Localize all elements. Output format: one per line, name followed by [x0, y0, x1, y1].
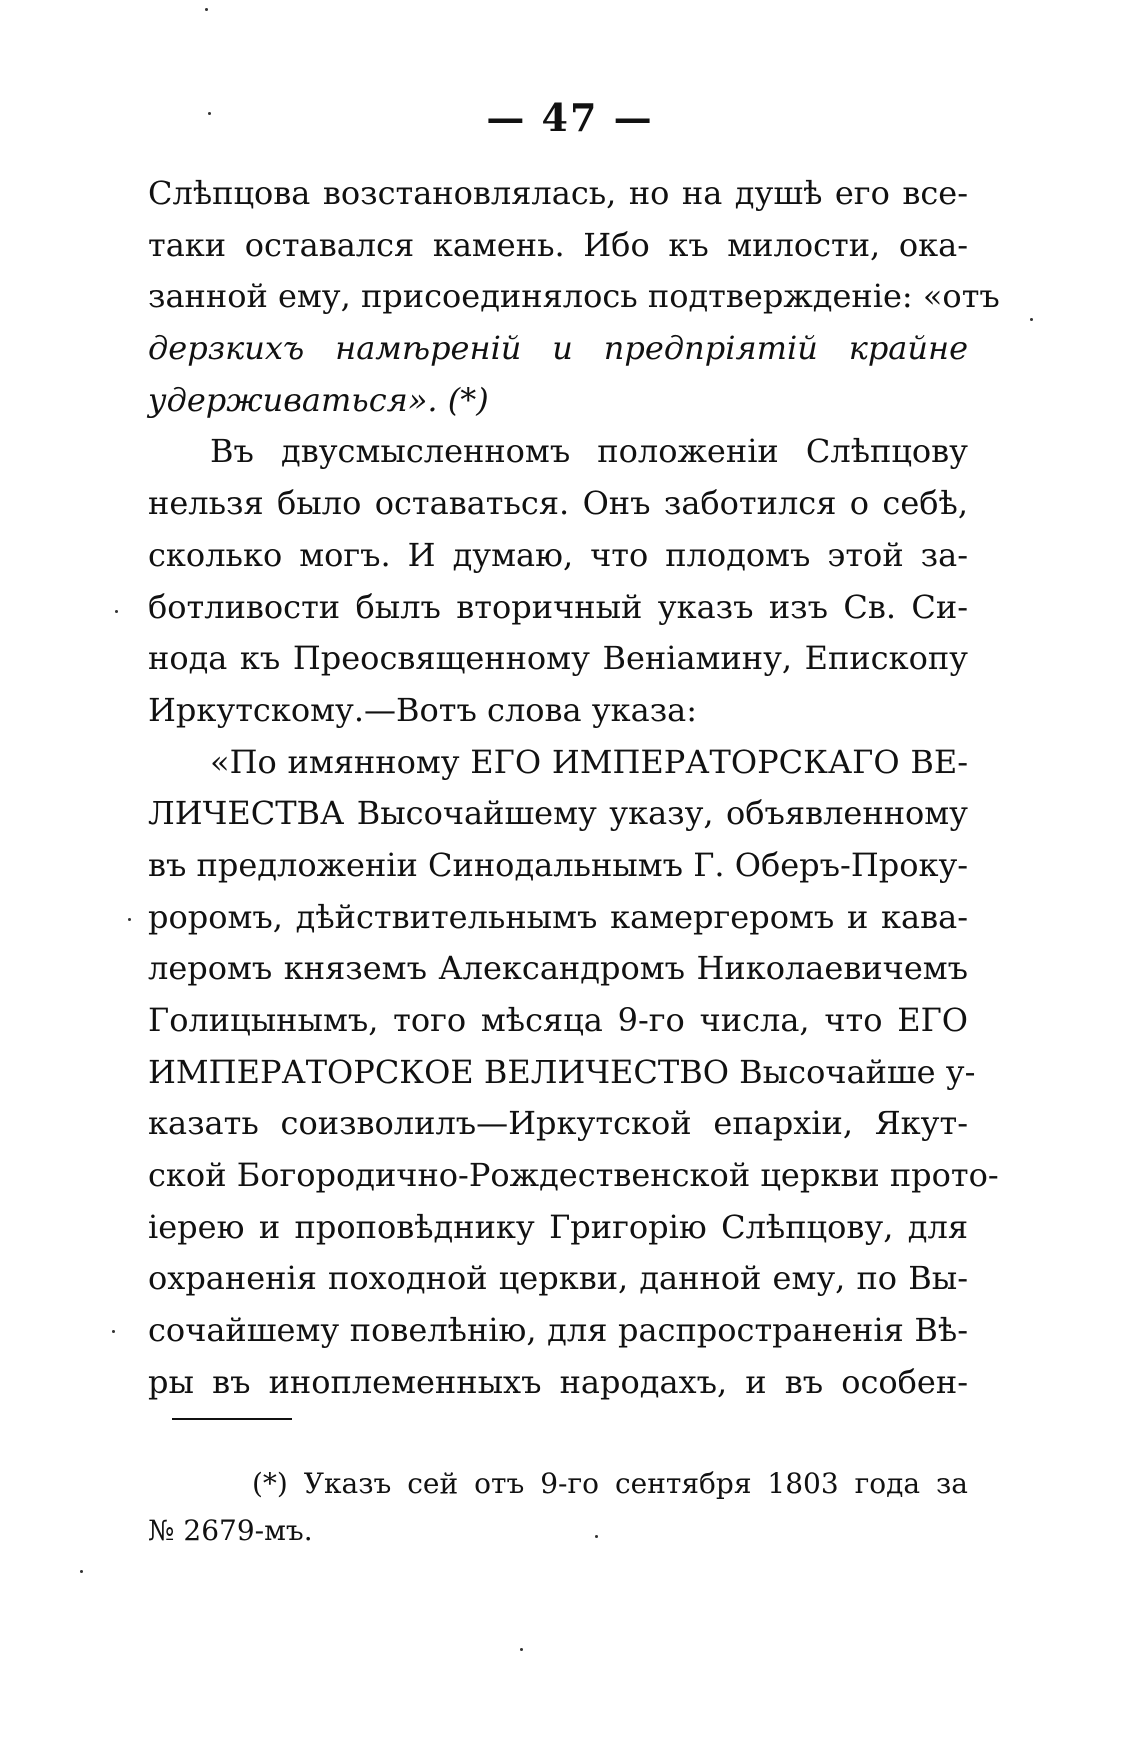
text-line: ЛИЧЕСТВА Высочайшему указу, объявленному [148, 794, 968, 833]
text-line: таки оставался камень. Ибо къ милости, ока- [148, 225, 968, 264]
text-line: Слѣпцова возстановлялась, но на душѣ его все- [148, 174, 968, 212]
scan-speck [205, 8, 208, 11]
text-line: нельзя было оставаться. Онъ заботился о себѣ, [148, 484, 968, 523]
text-line: Въ двусмысленномъ положеніи Слѣпцову [210, 432, 968, 471]
text-line: «По имянному ЕГО ИМПЕРАТОРСКАГО ВЕ- [210, 742, 968, 781]
scan-speck [115, 610, 118, 613]
scan-speck [520, 1648, 523, 1651]
text-line: занной ему, присоединялось подтвержденіе: «отъ [148, 277, 1000, 316]
page-number: — 47 — [486, 95, 654, 140]
scan-speck [208, 112, 211, 115]
text-line: ской Богородично-Рождественской церкви прото- [148, 1156, 999, 1195]
footnote-line: (*) Указъ сей отъ 9-го сентября 1803 года за [252, 1467, 968, 1500]
text-line: роромъ, дѣйствительнымъ камергеромъ и кава- [148, 897, 968, 936]
text-line-italic: удерживаться». (*) [148, 380, 489, 419]
text-line: ры въ иноплеменныхъ народахъ, и въ особен- [148, 1362, 968, 1401]
scan-speck [595, 1535, 598, 1538]
text-line: леромъ княземъ Александромъ Николаевичемъ [148, 949, 968, 988]
text-line: Иркутскому.—Вотъ слова указа: [148, 690, 698, 729]
text-line: Голицынымъ, того мѣсяца 9-го числа, что ЕГО [148, 1001, 968, 1039]
footnote-divider [172, 1418, 292, 1420]
text-line: въ предложеніи Синодальнымъ Г. Оберъ-Проку- [148, 845, 969, 884]
text-line: нода къ Преосвященному Веніамину, Епископу [148, 639, 968, 678]
scan-speck [80, 1570, 83, 1573]
footnote [148, 1460, 968, 1554]
scan-speck [128, 918, 131, 921]
scan-speck [112, 1330, 115, 1333]
text-line: ботливости былъ вторичный указъ изъ Св. Си- [148, 587, 968, 626]
text-line: сочайшему повелѣнію, для распространенія Вѣ- [148, 1311, 968, 1350]
text-line-italic: дерзкихъ намѣреній и предпріятій крайне [148, 329, 968, 368]
text-line: ИМПЕРАТОРСКОЕ ВЕЛИЧЕСТВО Высочайше у- [148, 1052, 976, 1091]
text-line: іерею и проповѣднику Григорію Слѣпцову, для [148, 1207, 968, 1246]
text-line: сколько могъ. И думаю, что плодомъ этой за- [148, 535, 968, 574]
footnote-line: № 2679-мъ. [148, 1514, 313, 1547]
body-text [148, 168, 1000, 1409]
text-line: охраненія походной церкви, данной ему, по Вы- [148, 1259, 968, 1298]
scan-speck [1030, 318, 1033, 321]
text-line: казать соизволилъ—Иркутской епархіи, Якут- [148, 1104, 968, 1143]
